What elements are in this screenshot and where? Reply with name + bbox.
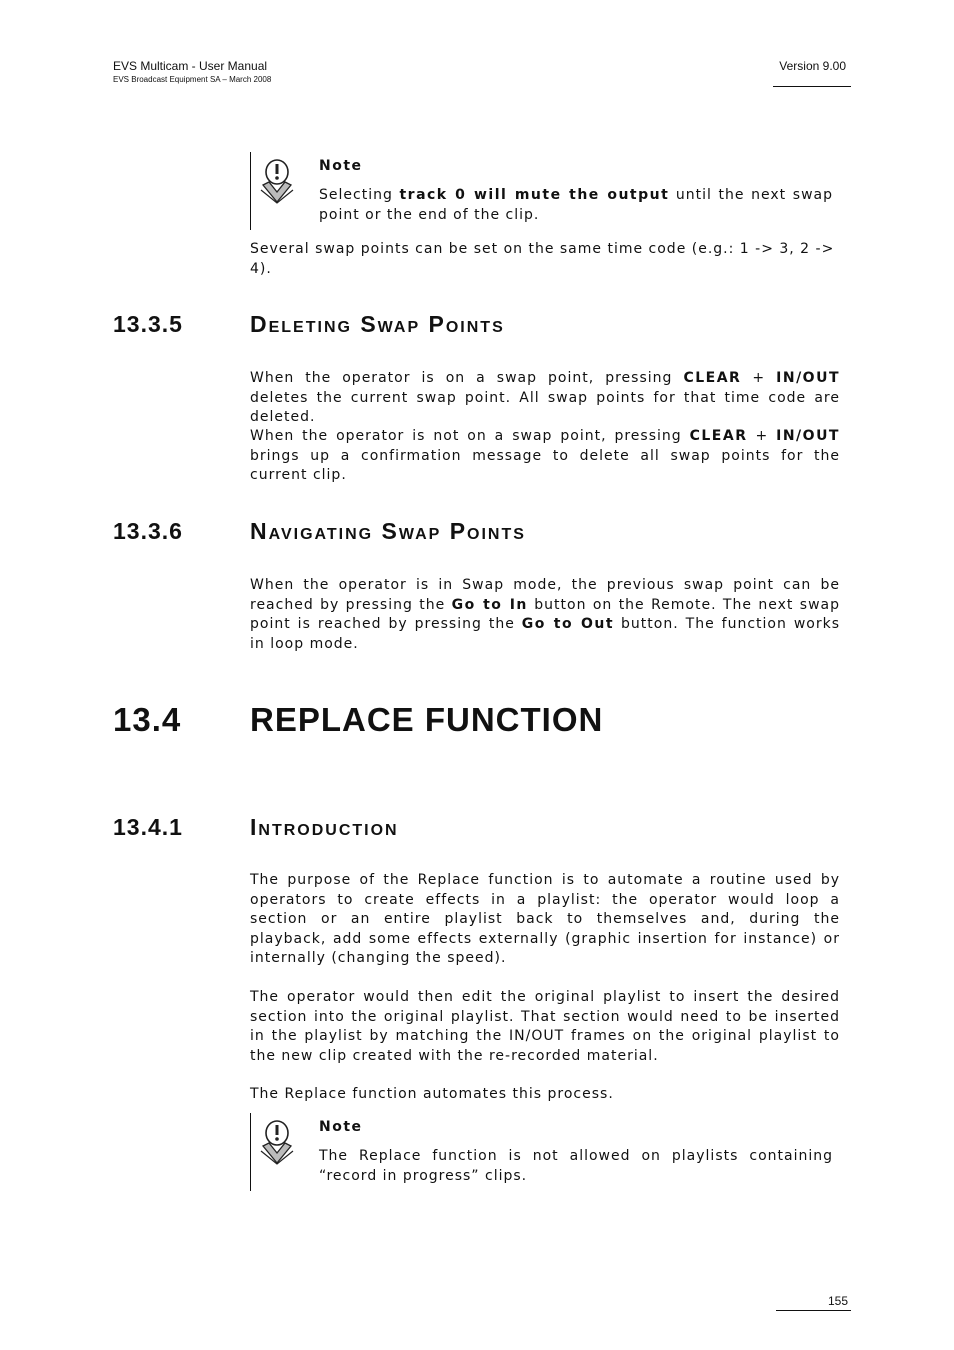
paragraph: When the operator is on a swap point, pressing CLEAR + IN/OUT deletes the current swap point. All swap points for that time code are deleted.: [250, 370, 840, 425]
note-label: Note: [319, 1119, 363, 1135]
page-number: 155: [828, 1294, 849, 1308]
header-rule: [773, 86, 851, 87]
note-bar: [250, 152, 251, 230]
paragraph-swap-points: Several swap points can be set on the same time code (e.g.: 1 -> 3, 2 -> 4).: [250, 241, 835, 277]
section-number: 13.3.6: [113, 518, 183, 544]
paragraph: The operator would then edit the original playlist to insert the desired section into the original playlist. That section would need to be inserted in the playlist by matching the IN/OUT frames on the original playlist to the new clip created with the re-recorded material.: [250, 989, 840, 1064]
paragraph: The purpose of the Replace function is to automate a routine used by operators to create effects in a playlist: the operator would loop a section or an entire playlist back to themselves and, during the playback, add some effects externally (graphic insertion for instance) or internally (changing the speed).: [250, 872, 840, 966]
paragraph: The Replace function automates this process.: [250, 1086, 614, 1102]
note-warning-icon: [258, 1119, 296, 1165]
section-heading: Introduction: [250, 814, 399, 840]
paragraph: When the operator is in Swap mode, the previous swap point can be reached by pressing the Go to In button on the Remote. The next swap point is reached by pressing the Go to Out button. The function works in loop mode.: [250, 577, 840, 652]
section-heading: Navigating Swap Points: [250, 518, 526, 544]
note-bar: [250, 1113, 251, 1191]
publisher-date: EVS Broadcast Equipment SA – March 2008: [113, 75, 272, 84]
footer-rule: [776, 1310, 851, 1311]
note-text: Selecting track 0 will mute the output until the next swap point or the end of the clip.: [319, 187, 834, 223]
note-text: The Replace function is not allowed on playlists containing “record in progress” clips.: [319, 1148, 833, 1184]
section-number: 13.4.1: [113, 814, 183, 840]
note-warning-icon: [258, 158, 296, 204]
manual-title: EVS Multicam - User Manual: [113, 59, 268, 73]
note-label: Note: [319, 158, 363, 174]
version-label: Version 9.00: [779, 59, 846, 73]
chapter-heading: REPLACE FUNCTION: [250, 701, 604, 738]
paragraph: When the operator is not on a swap point, pressing CLEAR + IN/OUT brings up a confirmation message to delete all swap points for the current clip.: [250, 428, 840, 483]
chapter-number: 13.4: [113, 701, 182, 738]
section-heading: Deleting Swap Points: [250, 311, 505, 337]
section-number: 13.3.5: [113, 311, 183, 337]
